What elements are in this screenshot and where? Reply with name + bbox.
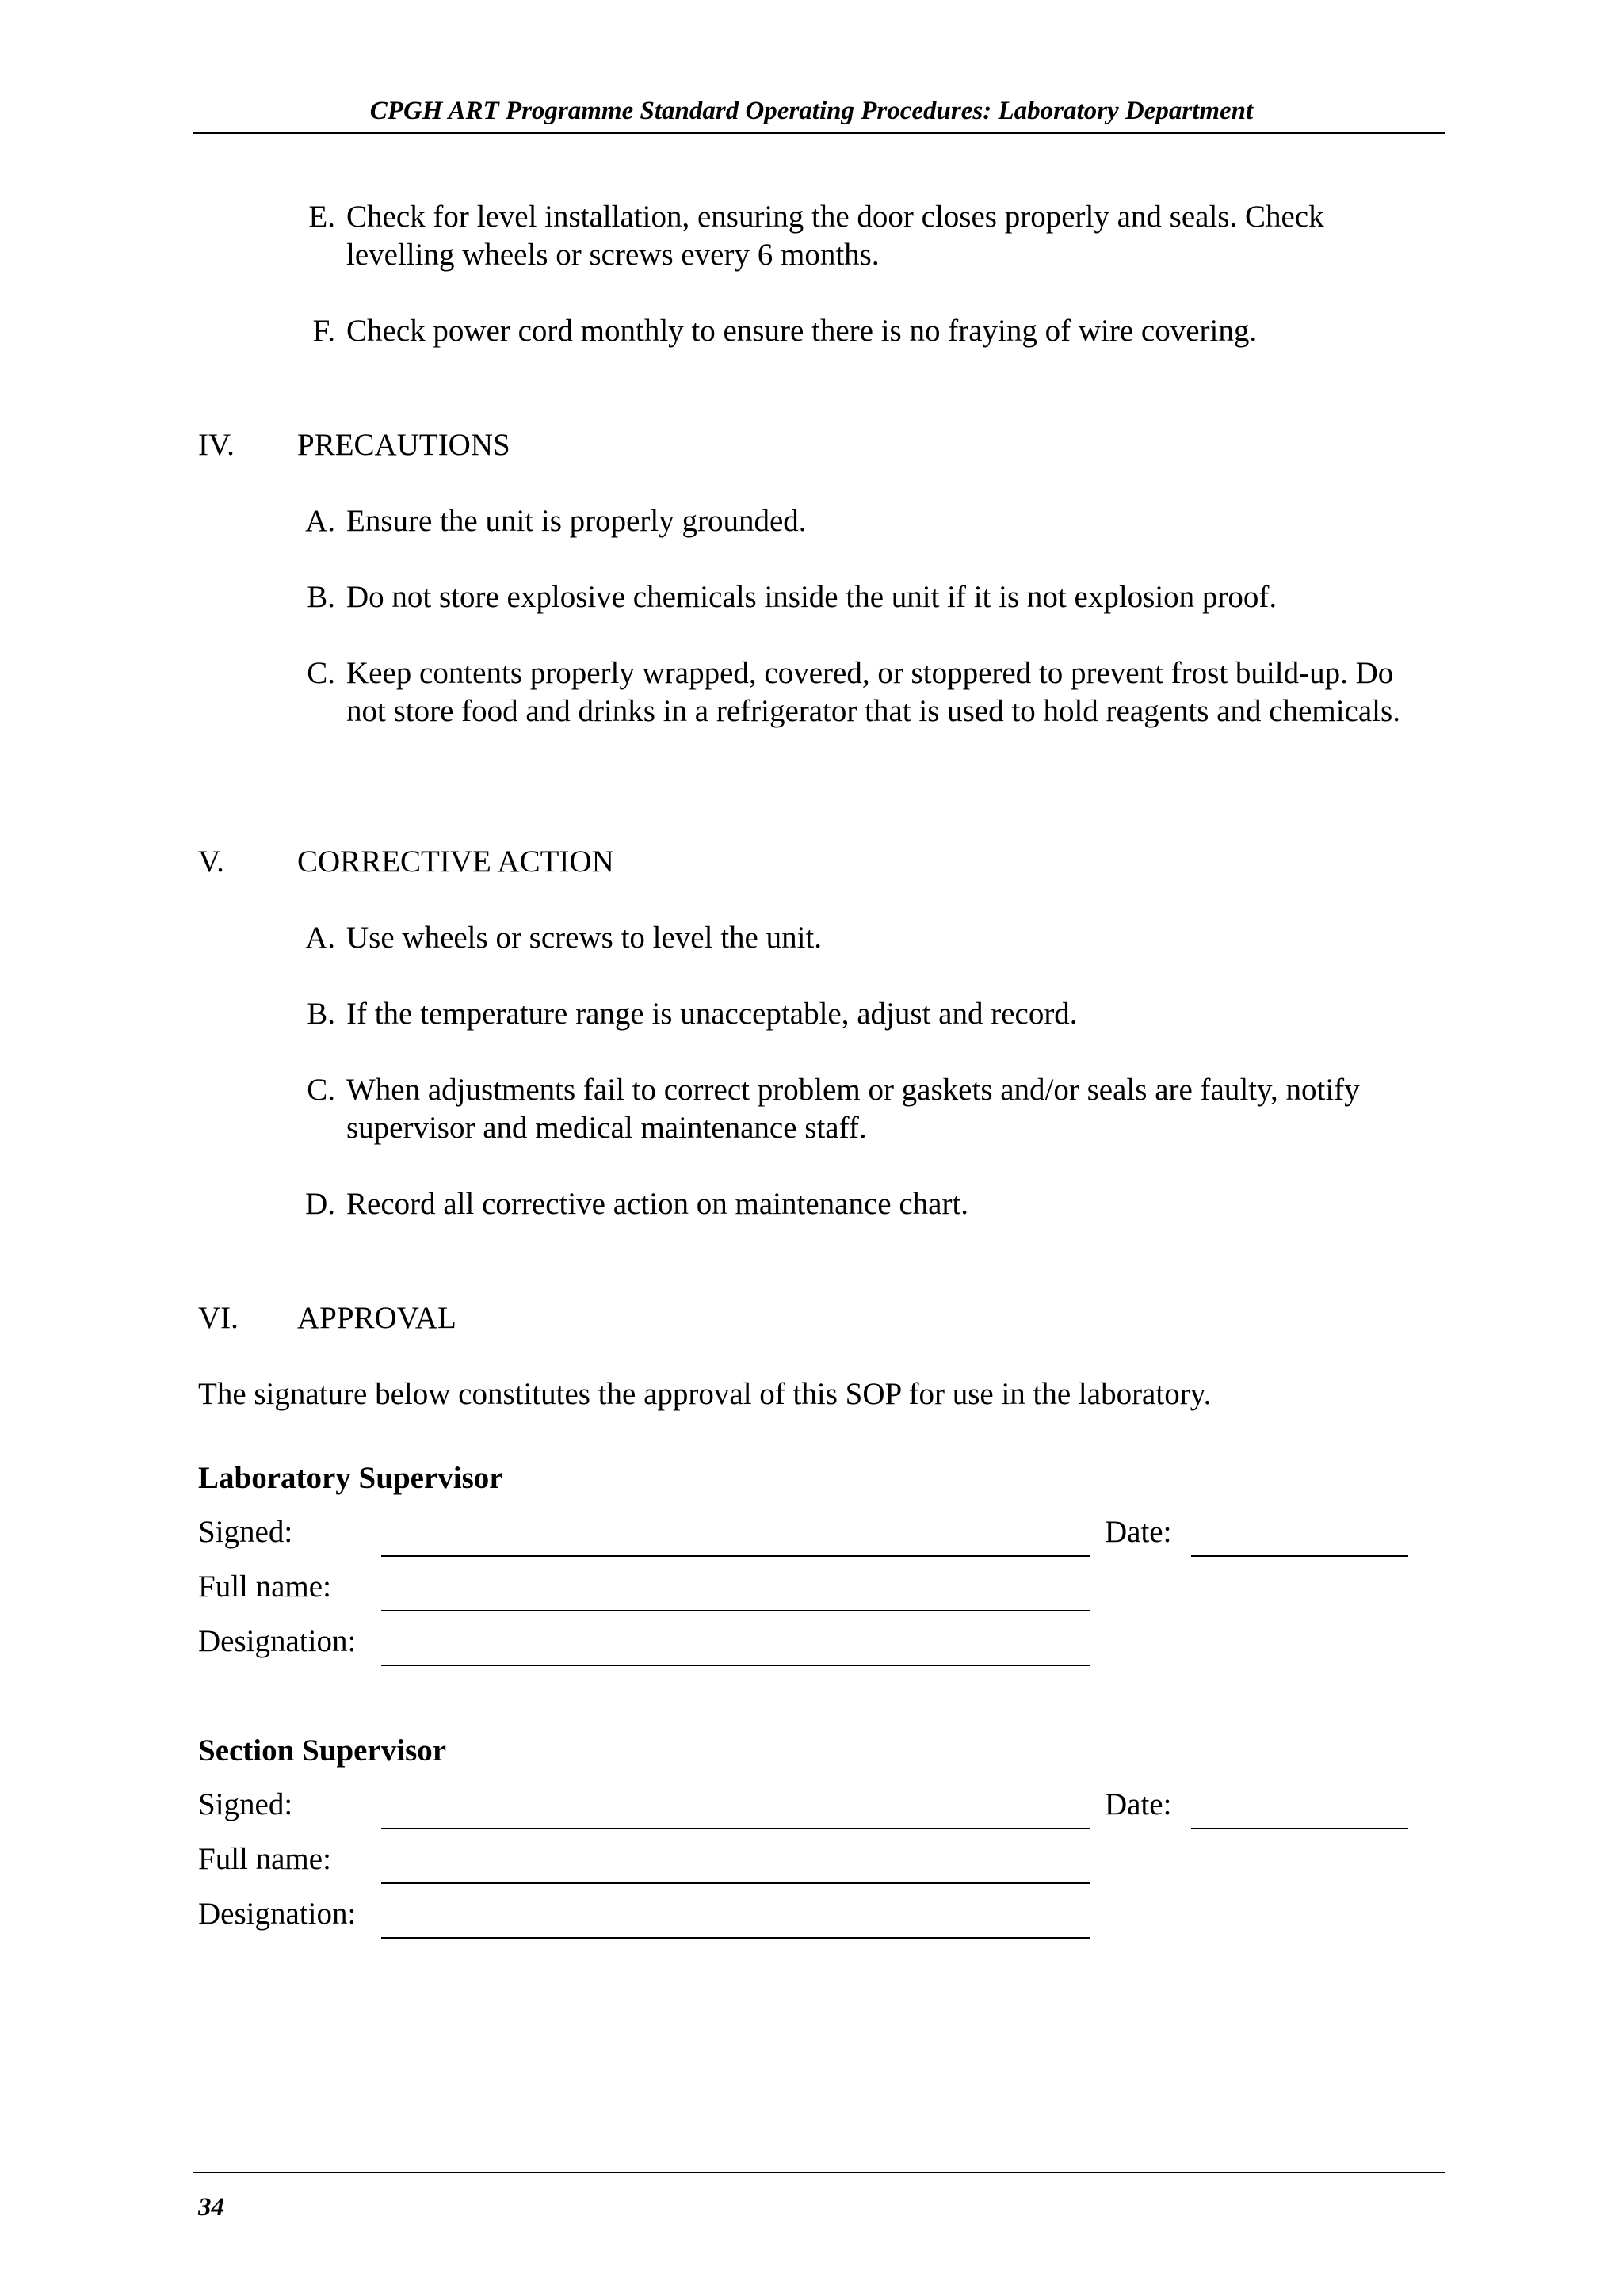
list-item [307, 1071, 1456, 1147]
date-line[interactable] [1191, 1828, 1408, 1829]
footer-divider [193, 2172, 1445, 2173]
fullname-line[interactable] [381, 1882, 1090, 1884]
section-title: PRECAUTIONS [297, 428, 510, 462]
list-item-letter: D. [305, 1187, 335, 1221]
signature-block-title: Laboratory Supervisor [198, 1461, 503, 1495]
designation-line[interactable] [381, 1665, 1090, 1666]
date-label: Date: [1105, 1515, 1172, 1549]
list-item-text: Record all corrective action on maintenance chart. [346, 1187, 969, 1221]
list-item-text: If the temperature range is unacceptable, adjust and record. [346, 997, 1078, 1031]
list-item-text: Keep contents properly wrapped, covered, or stoppered to prevent frost build-up. Do not store food and drinks in a refrigerator that is used to hold reagents and chemicals. [346, 656, 1400, 728]
signature-line[interactable] [381, 1828, 1090, 1829]
signed-label: Signed: [198, 1787, 293, 1821]
list-item-text: Check for level installation, ensuring the door closes properly and seals. Check levelling wheels or screws every 6 months. [346, 200, 1324, 272]
signature-line[interactable] [381, 1555, 1090, 1557]
signed-label: Signed: [198, 1515, 293, 1549]
list-item-letter: A. [305, 921, 335, 955]
list-item [308, 198, 1456, 274]
list-item-text: Use wheels or screws to level the unit. [346, 921, 823, 955]
fullname-label: Full name: [198, 1842, 331, 1876]
list-item [305, 1185, 969, 1223]
list-item [307, 578, 1277, 616]
section-title: APPROVAL [297, 1301, 456, 1335]
list-item-letter: C. [307, 656, 335, 690]
section-number: IV. [198, 428, 235, 462]
approval-statement: The signature below constitutes the approval of this SOP for use in the laboratory. [198, 1377, 1212, 1411]
section-number: V. [198, 845, 224, 879]
list-item-text: When adjustments fail to correct problem or gaskets and/or seals are faulty, notify supervisor and medical maintenance staff. [346, 1073, 1360, 1145]
running-header: CPGH ART Programme Standard Operating Procedures: Laboratory Department [369, 97, 1254, 125]
designation-label: Designation: [198, 1624, 357, 1658]
section-title: CORRECTIVE ACTION [297, 845, 614, 879]
list-item-text: Check power cord monthly to ensure there is no fraying of wire covering. [346, 314, 1258, 348]
date-label: Date: [1105, 1787, 1172, 1821]
list-item-letter: C. [307, 1073, 335, 1107]
list-item-text: Do not store explosive chemicals inside the unit if it is not explosion proof. [346, 580, 1277, 614]
designation-line[interactable] [381, 1937, 1090, 1939]
header-divider [193, 132, 1445, 134]
designation-label: Designation: [198, 1897, 357, 1931]
fullname-line[interactable] [381, 1610, 1090, 1611]
section-number: VI. [198, 1301, 239, 1335]
list-item-letter: B. [307, 580, 335, 614]
fullname-label: Full name: [198, 1569, 331, 1604]
list-item [307, 995, 1078, 1033]
list-item-letter: A. [305, 504, 335, 538]
list-item-letter: E. [308, 200, 335, 234]
list-item [305, 919, 823, 957]
list-item-letter: B. [307, 997, 335, 1031]
page-number: 34 [198, 2193, 224, 2222]
signature-block-title: Section Supervisor [198, 1733, 447, 1768]
list-item-text: Ensure the unit is properly grounded. [346, 504, 807, 538]
list-item-letter: F. [312, 314, 335, 348]
list-item [305, 502, 807, 540]
date-line[interactable] [1191, 1555, 1408, 1557]
list-item [312, 312, 1456, 350]
list-item [307, 654, 1456, 730]
